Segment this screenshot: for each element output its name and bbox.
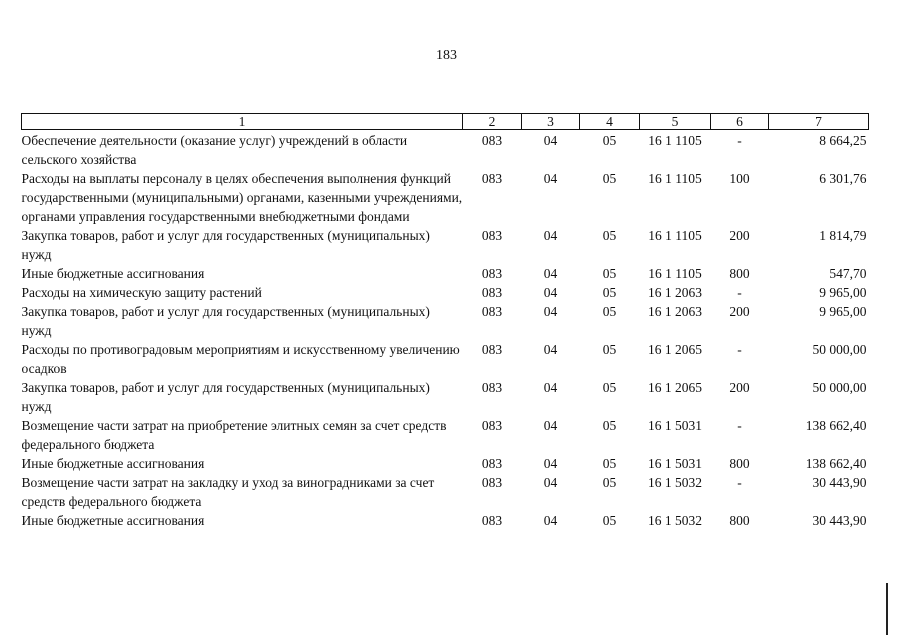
column-header-5: 5 xyxy=(640,114,711,130)
cell-amount: 50 000,00 xyxy=(812,342,867,357)
cell-subsection: 05 xyxy=(602,342,617,357)
cell-section: 04 xyxy=(543,456,558,471)
cell-expense-type: 100 xyxy=(729,171,750,186)
cell-name: Расходы на выплаты персоналу в целях обеспечения выполнения функций государственными (муниципальными) органами, казенными учреждениями, органами управления государственными внебюджетными фондами xyxy=(21,171,463,224)
cell-name: Закупка товаров, работ и услуг для государственных (муниципальных) нужд xyxy=(21,228,430,262)
table-row xyxy=(22,454,869,473)
cell-amount: 50 000,00 xyxy=(812,380,867,395)
cell-name: Закупка товаров, работ и услуг для государственных (муниципальных) нужд xyxy=(21,380,430,414)
column-header-4: 4 xyxy=(580,114,640,130)
table-row xyxy=(22,283,869,302)
cell-target-article: 16 1 2065 xyxy=(648,380,702,395)
cell-ministry-code: 083 xyxy=(481,475,503,490)
table-row xyxy=(22,226,869,264)
cell-expense-type: 800 xyxy=(729,266,750,281)
cell-ministry-code: 083 xyxy=(481,171,503,186)
scan-edge-mark xyxy=(886,583,888,635)
table-row xyxy=(22,264,869,283)
cell-target-article: 16 1 5031 xyxy=(648,456,702,471)
cell-target-article: 16 1 5032 xyxy=(648,475,702,490)
cell-name: Расходы по противоградовым мероприятиям и искусственному увеличению осадков xyxy=(21,342,460,376)
cell-target-article: 16 1 1105 xyxy=(648,171,702,186)
cell-amount: 9 965,00 xyxy=(819,304,867,319)
cell-section: 04 xyxy=(543,304,558,319)
cell-ministry-code: 083 xyxy=(481,418,503,433)
cell-expense-type: 200 xyxy=(729,380,750,395)
table-row xyxy=(22,378,869,416)
cell-name: Возмещение части затрат на закладку и уход за виноградниками за счет средств федерального бюджета xyxy=(21,475,435,509)
cell-ministry-code: 083 xyxy=(481,133,503,148)
cell-amount: 30 443,90 xyxy=(812,513,867,528)
cell-ministry-code: 083 xyxy=(481,285,503,300)
column-header-3: 3 xyxy=(522,114,580,130)
cell-name: Расходы на химическую защиту растений xyxy=(21,285,262,300)
cell-section: 04 xyxy=(543,266,558,281)
cell-expense-type: - xyxy=(737,475,742,490)
cell-section: 04 xyxy=(543,475,558,490)
cell-subsection: 05 xyxy=(602,513,617,528)
cell-target-article: 16 1 2063 xyxy=(648,285,702,300)
budget-table xyxy=(21,113,869,530)
cell-amount: 1 814,79 xyxy=(819,228,867,243)
table-row xyxy=(22,130,869,170)
cell-expense-type: 200 xyxy=(729,228,750,243)
cell-section: 04 xyxy=(543,342,558,357)
cell-target-article: 16 1 1105 xyxy=(648,228,702,243)
cell-subsection: 05 xyxy=(602,380,617,395)
cell-expense-type: - xyxy=(737,342,742,357)
cell-ministry-code: 083 xyxy=(481,513,503,528)
cell-expense-type: - xyxy=(737,285,742,300)
cell-name: Обеспечение деятельности (оказание услуг) учреждений в области сельского хозяйства xyxy=(21,133,408,167)
table-row xyxy=(22,473,869,511)
cell-subsection: 05 xyxy=(602,456,617,471)
cell-subsection: 05 xyxy=(602,266,617,281)
cell-subsection: 05 xyxy=(602,475,617,490)
cell-amount: 8 664,25 xyxy=(819,133,867,148)
cell-ministry-code: 083 xyxy=(481,380,503,395)
cell-subsection: 05 xyxy=(602,133,617,148)
cell-amount: 138 662,40 xyxy=(805,456,867,471)
column-header-7: 7 xyxy=(769,114,869,130)
cell-name: Иные бюджетные ассигнования xyxy=(21,266,205,281)
cell-ministry-code: 083 xyxy=(481,456,503,471)
cell-target-article: 16 1 2065 xyxy=(648,342,702,357)
cell-target-article: 16 1 5032 xyxy=(648,513,702,528)
cell-section: 04 xyxy=(543,418,558,433)
cell-section: 04 xyxy=(543,133,558,148)
cell-name: Иные бюджетные ассигнования xyxy=(21,456,205,471)
cell-amount: 6 301,76 xyxy=(819,171,867,186)
table-row xyxy=(22,169,869,226)
cell-target-article: 16 1 5031 xyxy=(648,418,702,433)
cell-expense-type: 800 xyxy=(729,513,750,528)
table-row xyxy=(22,416,869,454)
table-row xyxy=(22,511,869,530)
cell-target-article: 16 1 1105 xyxy=(648,266,702,281)
cell-subsection: 05 xyxy=(602,418,617,433)
cell-amount: 547,70 xyxy=(829,266,867,281)
cell-name: Закупка товаров, работ и услуг для государственных (муниципальных) нужд xyxy=(21,304,430,338)
cell-section: 04 xyxy=(543,228,558,243)
cell-section: 04 xyxy=(543,171,558,186)
cell-subsection: 05 xyxy=(602,228,617,243)
cell-name: Возмещение части затрат на приобретение элитных семян за счет средств федерального бюджета xyxy=(21,418,447,452)
cell-section: 04 xyxy=(543,380,558,395)
cell-section: 04 xyxy=(543,513,558,528)
cell-ministry-code: 083 xyxy=(481,342,503,357)
table-header-row xyxy=(22,114,869,130)
cell-expense-type: 200 xyxy=(729,304,750,319)
cell-target-article: 16 1 2063 xyxy=(648,304,702,319)
column-header-6: 6 xyxy=(711,114,769,130)
page-number: 183 xyxy=(436,48,457,63)
cell-amount: 138 662,40 xyxy=(805,418,867,433)
cell-expense-type: 800 xyxy=(729,456,750,471)
column-header-2: 2 xyxy=(463,114,522,130)
cell-target-article: 16 1 1105 xyxy=(648,133,702,148)
cell-section: 04 xyxy=(543,285,558,300)
cell-subsection: 05 xyxy=(602,171,617,186)
column-header-1: 1 xyxy=(22,114,463,130)
table-row xyxy=(22,340,869,378)
cell-subsection: 05 xyxy=(602,304,617,319)
cell-amount: 30 443,90 xyxy=(812,475,867,490)
cell-ministry-code: 083 xyxy=(481,266,503,281)
table-row xyxy=(22,302,869,340)
cell-name: Иные бюджетные ассигнования xyxy=(21,513,205,528)
cell-subsection: 05 xyxy=(602,285,617,300)
cell-ministry-code: 083 xyxy=(481,228,503,243)
cell-expense-type: - xyxy=(737,418,742,433)
cell-ministry-code: 083 xyxy=(481,304,503,319)
cell-expense-type: - xyxy=(737,133,742,148)
cell-amount: 9 965,00 xyxy=(819,285,867,300)
